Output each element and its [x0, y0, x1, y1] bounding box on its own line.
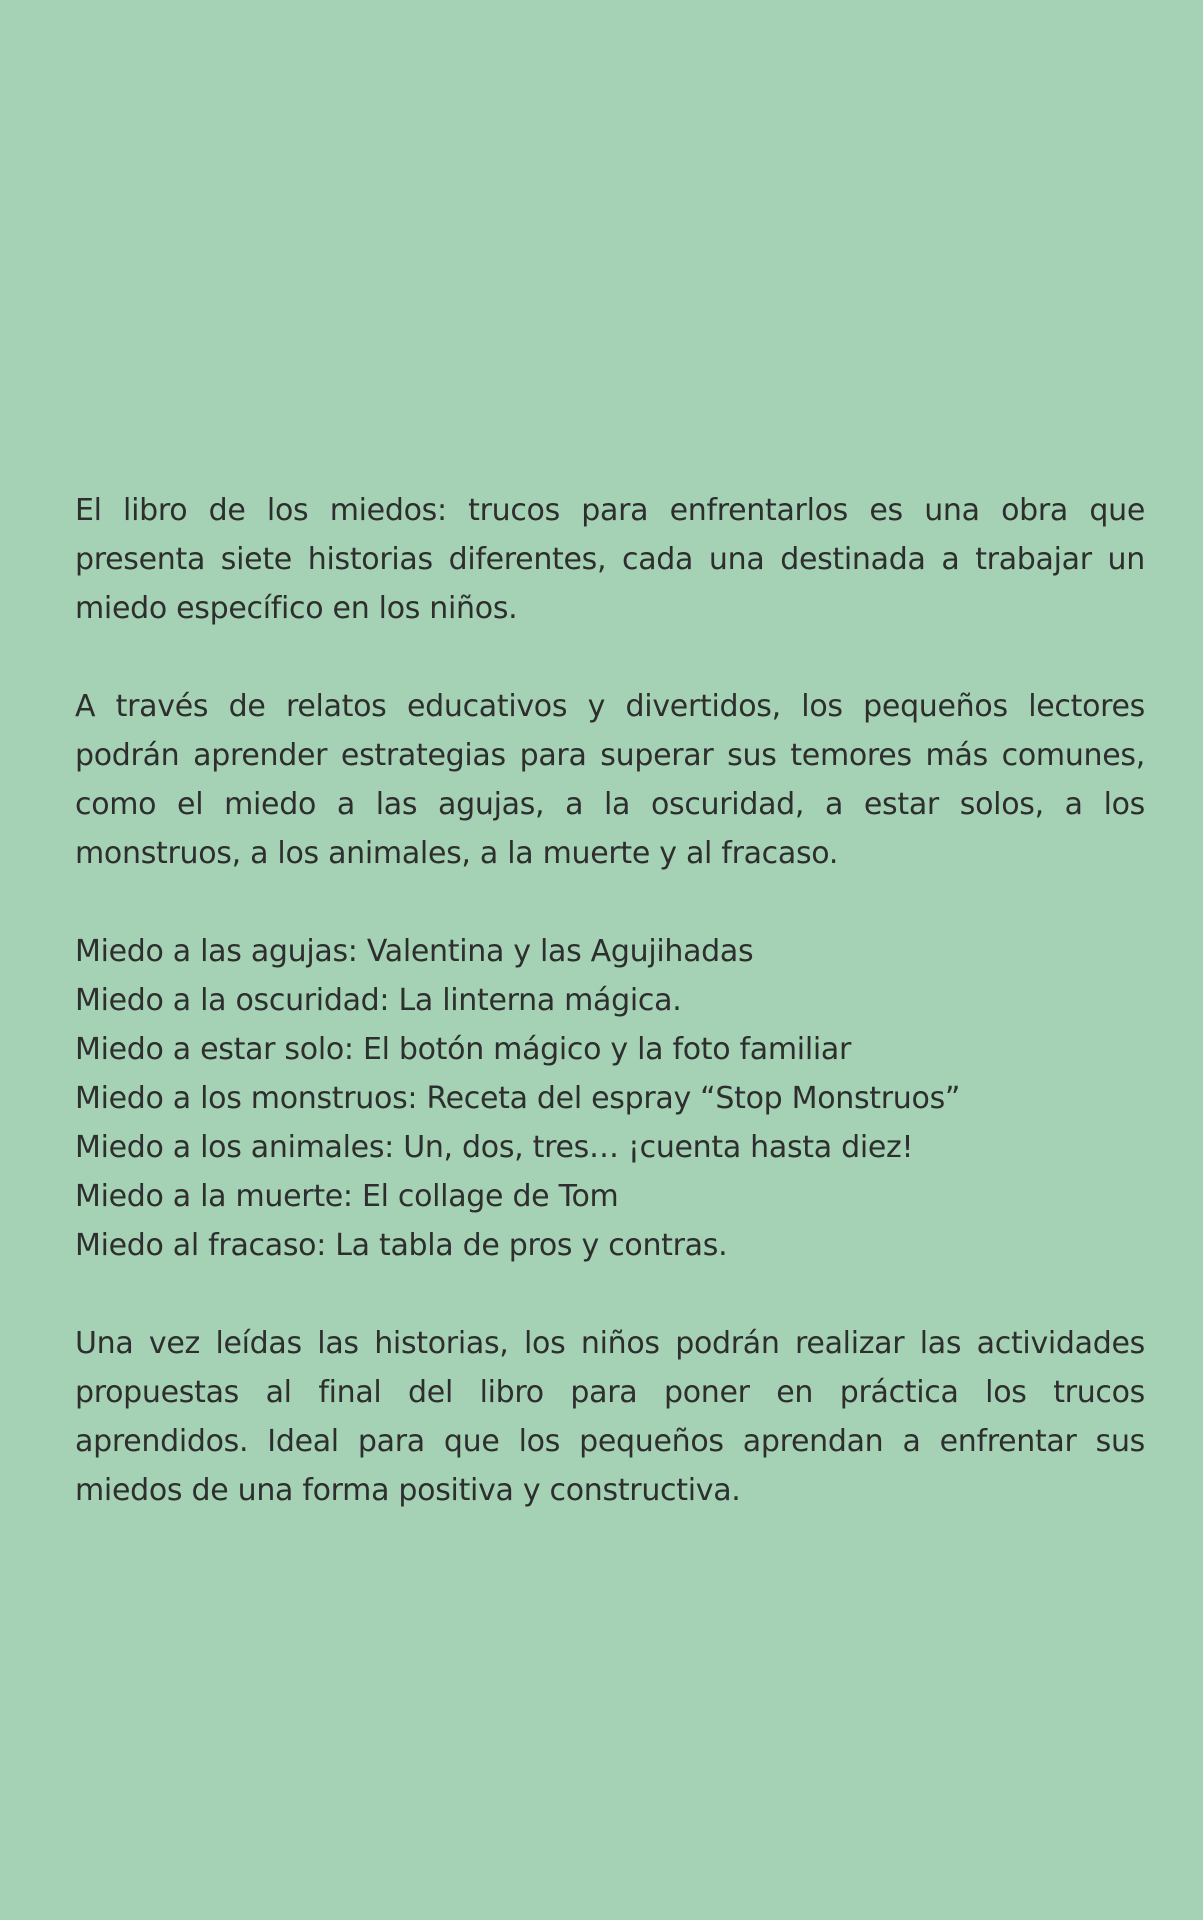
book-description: [75, 486, 1145, 1515]
list-item: Miedo a la muerte: El collage de Tom: [75, 1179, 619, 1214]
closing-paragraph: Una vez leídas las historias, los niños podrán realizar las actividades propuestas al final del libro para poner en práctica los trucos aprendidos. Ideal para que los pequeños aprendan a enfrentar sus miedos de una forma positiva y constructiva.: [75, 1326, 1145, 1508]
list-item: Miedo a la oscuridad: La linterna mágica.: [75, 983, 682, 1018]
intro-paragraph: El libro de los miedos: trucos para enfrentarlos es una obra que presenta siete historias diferentes, cada una destinada a trabajar un miedo específico en los niños.: [75, 493, 1145, 626]
list-item: Miedo a las agujas: Valentina y las Agujihadas: [75, 934, 754, 969]
description-paragraph: A través de relatos educativos y divertidos, los pequeños lectores podrán aprender estrategias para superar sus temores más comunes, como el miedo a las agujas, a la oscuridad, a estar solos, a los monstruos, a los animales, a la muerte y al fracaso.: [75, 689, 1145, 871]
list-item: Miedo a los monstruos: Receta del espray “Stop Monstruos”: [75, 1081, 961, 1116]
list-item: Miedo a los animales: Un, dos, tres… ¡cuenta hasta diez!: [75, 1130, 914, 1165]
fears-list: [75, 927, 1145, 1270]
list-item: Miedo al fracaso: La tabla de pros y contras.: [75, 1228, 728, 1263]
list-item: Miedo a estar solo: El botón mágico y la foto familiar: [75, 1032, 852, 1067]
